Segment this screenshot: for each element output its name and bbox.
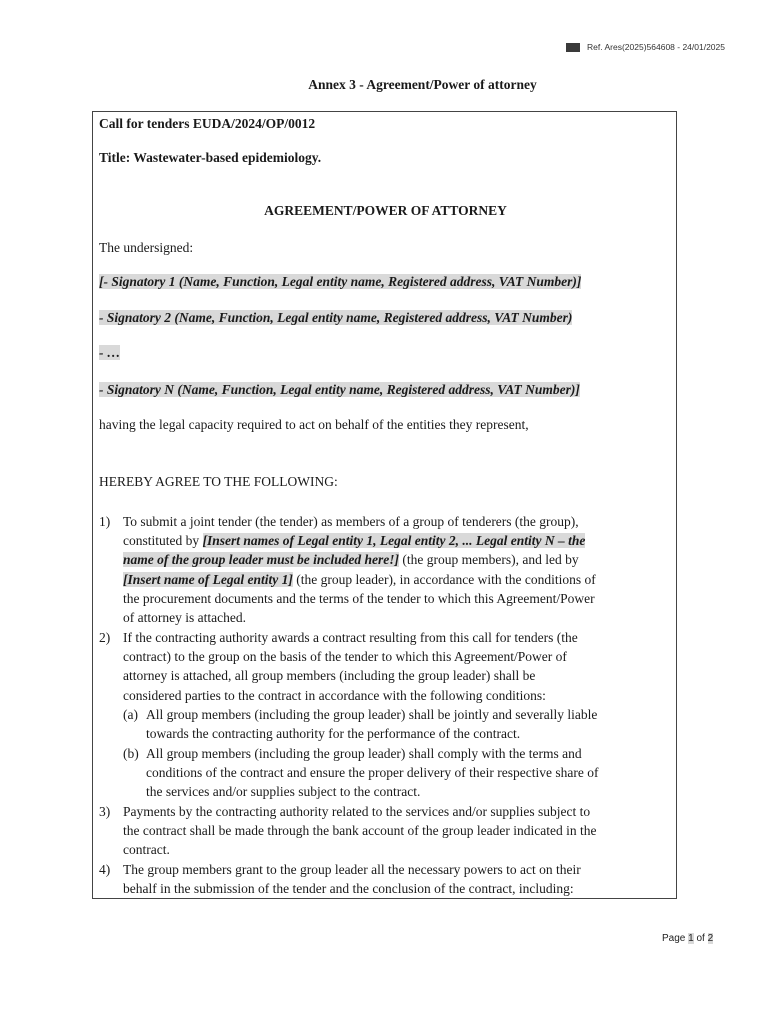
item-2 — [123, 628, 578, 705]
item-2-number: 2) — [99, 630, 111, 645]
item-2b-line: All group members (including the group leader) shall comply with the terms and — [146, 746, 582, 761]
legal-capacity-text: having the legal capacity required to act on behalf of the entities they represent, — [99, 417, 529, 432]
item-4-number: 4) — [99, 862, 111, 877]
item-2b-line: the services and/or supplies subject to the contract. — [146, 784, 421, 800]
item-3-line: Payments by the contracting authority related to the services and/or supplies subject to — [123, 804, 591, 819]
current-page: 1 — [688, 933, 694, 944]
item-3 — [123, 802, 596, 860]
item-1-line: name of the group leader must be included here!] (the group members), and led by — [123, 552, 579, 568]
item-3-number: 3) — [99, 804, 111, 819]
item-3-line: contract. — [123, 842, 170, 858]
item-1 — [123, 512, 596, 627]
agreement-heading: AGREEMENT/POWER OF ATTORNEY — [264, 203, 507, 218]
item-1-line: To submit a joint tender (the tender) as members of a group of tenderers (the group), — [123, 514, 579, 529]
signatory-2: - Signatory 2 (Name, Function, Legal entity name, Registered address, VAT Number) — [99, 310, 573, 325]
item-1-number: 1) — [99, 514, 111, 529]
item-2-line: If the contracting authority awards a contract resulting from this call for tenders (the — [123, 630, 578, 645]
agreement-box — [92, 111, 677, 899]
item-4-line: The group members grant to the group leader all the necessary powers to act on their — [123, 862, 581, 877]
item-1-line: constituted by [Insert names of Legal entity 1, Legal entity 2, ... Legal entity N – the — [123, 533, 586, 549]
signatory-n: - Signatory N (Name, Function, Legal entity name, Registered address, VAT Number)] — [99, 382, 580, 397]
group-members-placeholder: [Insert names of Legal entity 1, Legal entity 2, ... Legal entity N – the — [202, 533, 586, 549]
item-2a-line: All group members (including the group leader) shall be jointly and severally liable — [146, 707, 598, 722]
item-1-line: the procurement documents and the terms of the tender to which this Agreement/Power — [123, 590, 595, 606]
item-1-line: [Insert name of Legal entity 1] (the group leader), in accordance with the conditions of — [123, 571, 596, 587]
item-2a — [146, 705, 597, 743]
item-2b-number: (b) — [123, 746, 139, 761]
item-2a-number: (a) — [123, 707, 138, 722]
annex-title: Annex 3 - Agreement/Power of attorney — [308, 77, 537, 92]
item-1-line: of attorney is attached. — [123, 610, 246, 626]
item-2b — [146, 744, 598, 802]
reference-marker-icon — [566, 43, 580, 52]
signatory-1: [- Signatory 1 (Name, Function, Legal entity name, Registered address, VAT Number)] — [99, 274, 582, 289]
page-number: Page 1 of 2 — [662, 933, 714, 944]
group-leader-note-placeholder: name of the group leader must be included here!] — [123, 552, 399, 568]
signatory-ellipsis: - … — [99, 345, 121, 360]
item-4 — [123, 860, 581, 898]
legal-entity-1-placeholder: [Insert name of Legal entity 1] — [123, 571, 293, 587]
item-4-line: behalf in the submission of the tender and the conclusion of the contract, including: — [123, 881, 574, 897]
item-2a-line: towards the contracting authority for the performance of the contract. — [146, 726, 521, 742]
item-2b-line: conditions of the contract and ensure the proper delivery of their respective share of — [146, 765, 599, 781]
document-reference — [566, 42, 725, 52]
item-2-line: contract) to the group on the basis of the tender to which this Agreement/Power of — [123, 649, 567, 665]
item-2-line: considered parties to the contract in accordance with the following conditions: — [123, 687, 546, 703]
tender-title: Title: Wastewater-based epidemiology. — [99, 150, 322, 165]
hereby-agree-heading: HEREBY AGREE TO THE FOLLOWING: — [99, 474, 338, 489]
reference-text: Ref. Ares(2025)564608 - 24/01/2025 — [587, 42, 725, 52]
total-pages: 2 — [707, 933, 714, 944]
item-3-line: the contract shall be made through the bank account of the group leader indicated in the — [123, 823, 597, 839]
item-2-line: attorney is attached, all group members (including the group leader) shall be — [123, 668, 536, 684]
call-for-tenders: Call for tenders EUDA/2024/OP/0012 — [99, 116, 316, 131]
undersigned-label: The undersigned: — [99, 240, 194, 255]
